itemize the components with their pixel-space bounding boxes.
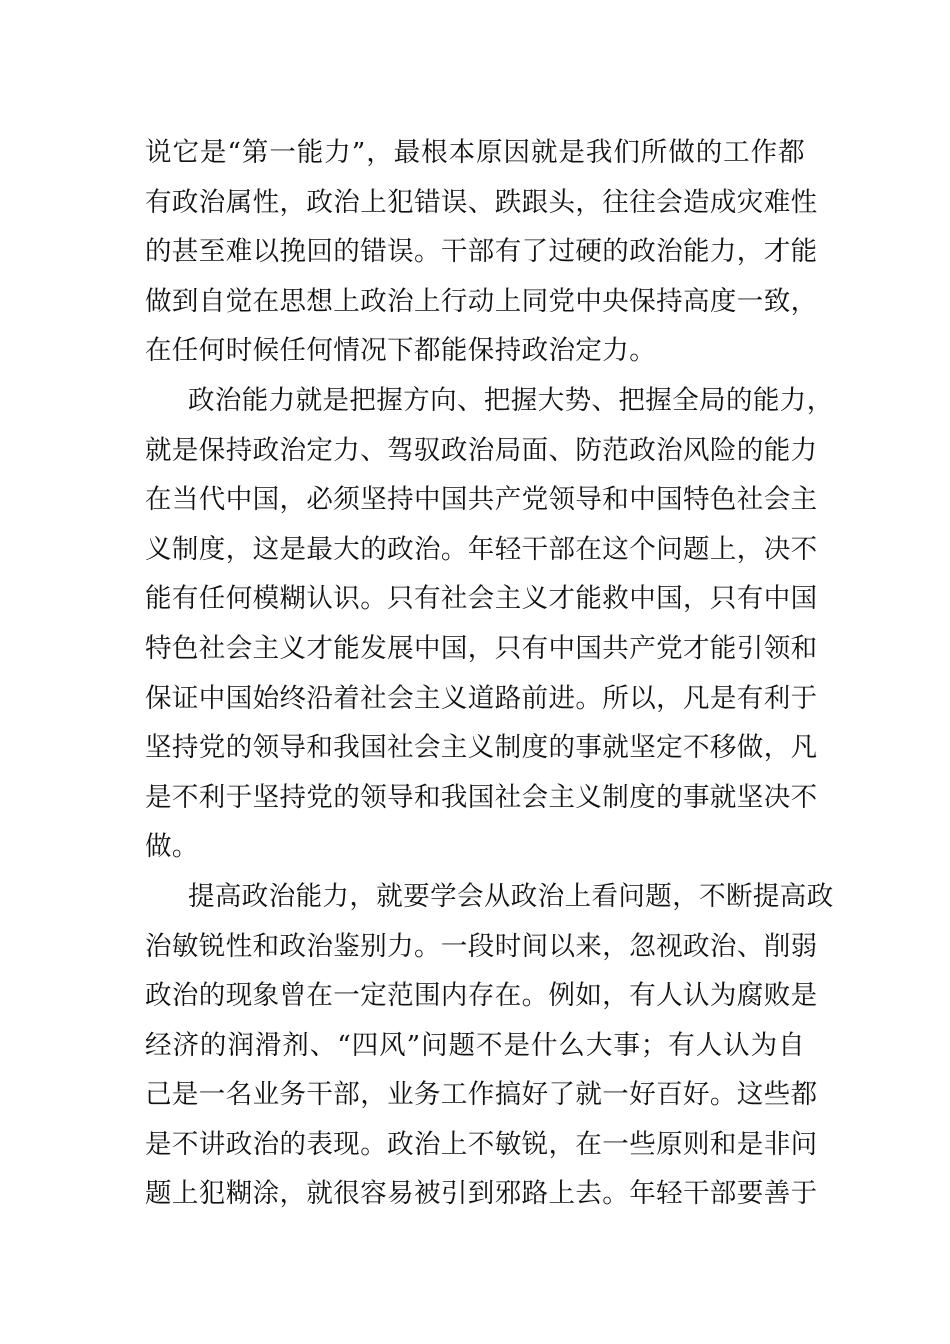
paragraph-2: [145, 376, 834, 872]
text-line: 己是一名业务干部，业务工作搞好了就一好百好。这些都: [145, 1079, 818, 1111]
text-line: 政治的现象曾在一定范围内存在。例如，有人认为腐败是: [145, 980, 818, 1012]
text-line: 是不利于坚持党的领导和我国社会主义制度的事就坚决不: [145, 781, 818, 813]
text-line: 政治能力就是把握方向、把握大势、把握全局的能力，: [188, 384, 834, 416]
text-line: 做。: [145, 831, 199, 863]
text-line: 治敏锐性和政治鉴别力。一段时间以来，忽视政治、削弱: [145, 930, 818, 962]
text-line: 能有任何模糊认识。只有社会主义才能救中国，只有中国: [145, 583, 818, 615]
text-line: 坚持党的领导和我国社会主义制度的事就坚定不移做，凡: [145, 732, 818, 764]
text-line: 经济的润滑剂、“四风”问题不是什么大事；有人认为自: [145, 1029, 805, 1061]
text-line: 有政治属性，政治上犯错误、跌跟头，往往会造成灾难性: [145, 186, 818, 218]
text-line: 就是保持政治定力、驾驭政治局面、防范政治风险的能力: [145, 434, 818, 466]
text-line: 义制度，这是最大的政治。年轻干部在这个问题上，决不: [145, 533, 818, 565]
text-line: 在当代中国，必须坚持中国共产党领导和中国特色社会主: [145, 484, 818, 516]
text-line: 说它是“第一能力”，最根本原因就是我们所做的工作都: [145, 137, 805, 168]
text-line: 是不讲政治的表现。政治上不敏锐，在一些原则和是非问: [145, 1128, 818, 1160]
text-line: 题上犯糊涂，就很容易被引到邪路上去。年轻干部要善于: [145, 1178, 818, 1210]
document-body: [145, 128, 834, 1219]
text-line: 特色社会主义才能发展中国，只有中国共产党才能引领和: [145, 632, 818, 664]
text-line: 做到自觉在思想上政治上行动上同党中央保持高度一致，: [145, 285, 818, 317]
text-line: 的甚至难以挽回的错误。干部有了过硬的政治能力，才能: [145, 236, 818, 268]
paragraph-1: [145, 128, 818, 376]
text-line: 提高政治能力，就要学会从政治上看问题，不断提高政: [188, 880, 834, 912]
text-line: 在任何时候任何情况下都能保持政治定力。: [145, 335, 657, 367]
text-line: 保证中国始终沿着社会主义道路前进。所以，凡是有利于: [145, 682, 818, 714]
paragraph-3: [145, 872, 834, 1219]
